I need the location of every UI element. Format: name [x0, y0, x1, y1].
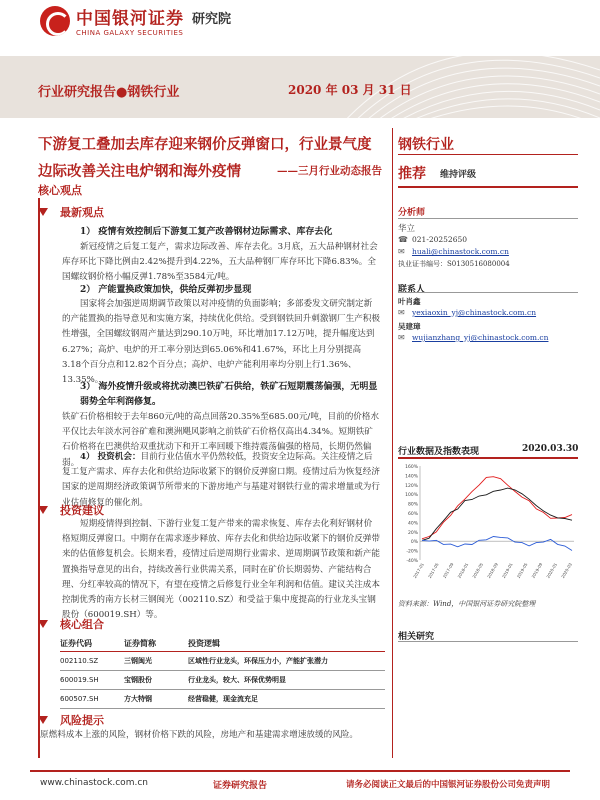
col-logic: 投资逻辑: [188, 636, 385, 652]
rating-recommend: 推荐: [398, 166, 426, 182]
index-performance-chart: [398, 460, 578, 592]
y-tick-label: 160%: [405, 465, 418, 470]
section-marker-icon: [38, 506, 48, 515]
section-marker-icon: [38, 716, 48, 725]
portfolio-heading: 核心组合: [38, 616, 104, 632]
y-tick-label: 80%: [407, 502, 418, 508]
risk-heading: 风险提示: [38, 712, 104, 728]
sidebar-rule: [398, 218, 578, 219]
header-banner: [0, 56, 600, 118]
cell-logic: 经营稳健，现金流充足: [188, 690, 385, 709]
x-tick-label: 2019-05: [515, 562, 529, 579]
table-row: [60, 671, 385, 690]
x-tick-label: 2018-05: [471, 562, 485, 579]
email-icon: ✉: [398, 333, 405, 342]
brand-logo: [40, 4, 231, 37]
sidebar-rule: [398, 292, 578, 293]
x-tick-label: 2017-01: [412, 562, 425, 579]
sidebar-rule: [398, 641, 578, 642]
footer-website[interactable]: www.chinastock.com.cn: [40, 778, 148, 788]
rating-maintain: 维持评级: [440, 170, 477, 180]
col-code: 证券代码: [60, 636, 124, 652]
investment-body: 短期疫情得到控制、下游行业复工复产带来的需求恢复、库存去化利好钢材价格短期反弹窗口。中期存在需求逐步释放、库存去化和供给边际收紧下的钢价反弹带来的估值修复机会。长期来看，疫情过后逆周期行业需求、逆周期调节政策和新产能置换指导意见的出台，持续改善行业供需关系，同时在矿价长期弱势、产能结构合理、分红率较高的情况下，有望在疫情之后修复行业全年利润和估值。建议关注成本控制优秀的南方长材三钢闽光（002110.SZ）和受益于集中度提高的行业龙头宝钢股份（600019.SH）等。: [62, 519, 380, 621]
cell-code: 600019.SH: [60, 671, 124, 690]
logo-en: CHINA GALAXY SECURITIES: [76, 29, 184, 37]
sidebar-rule: [398, 186, 578, 188]
y-tick-label: -20%: [406, 549, 418, 555]
report-subtitle: ——三月行业动态报告: [277, 165, 382, 177]
point-1-heading: 1） 疫情有效控制后下游复工复产改善钢材边际需求、库存去化: [80, 227, 333, 237]
cell-code: 002110.SZ: [60, 652, 124, 671]
analyst-heading: 分析师: [398, 208, 426, 218]
core-view-heading: 核心观点: [38, 184, 82, 197]
series-line-1: [422, 477, 572, 539]
latest-view-heading: 最新观点: [38, 204, 104, 220]
chart-date: 2020.03.30: [522, 444, 579, 454]
series-line-3: [422, 537, 572, 551]
y-tick-label: 40%: [407, 521, 418, 527]
point-4: 4） 投资机会：目前行业估值水平仍然较低，投资安全边际高。关注疫情之后复工复产需求、库存去化和供给边际收紧下的钢价反弹窗口期。疫情过后为恢复经济国家的逆周期经济政策调节所带来的下游房地产与基建对钢铁行业的需求增量或为行业估值修复的催化剂。: [62, 452, 380, 508]
point-2-heading: 2） 产能置换政策加快，供给反弹初步显现: [80, 285, 252, 295]
y-tick-label: 140%: [405, 474, 418, 480]
investment-heading: 投资建议: [38, 502, 104, 518]
y-tick-label: 100%: [405, 493, 418, 499]
column-divider: [392, 128, 393, 758]
logo-cn: 中国银河证券: [76, 9, 184, 29]
contact2-name: 吴建璋: [398, 322, 421, 331]
institute-name: 研究院: [192, 12, 232, 27]
x-tick-label: 2019-01: [500, 562, 514, 579]
phone-icon: ☎: [398, 235, 408, 244]
point-1-body: 新冠疫情之后复工复产，需求边际改善、库存去化。3月底，五大品种钢材社会库存环比下降比例由2.42%提升到4.22%，五大品种钢厂库存环比下降6.83%。全国螺纹钢价格小幅反弹1.78%至3584元/吨。: [62, 242, 378, 283]
contact1-email: ✉ yexiaoxin_yj@chinastock.com.cn: [398, 308, 537, 317]
left-divider: [38, 198, 40, 758]
y-tick-label: 0%: [410, 540, 418, 546]
report-title-line1: 下游复工叠加去库存迎来钢价反弹窗口，行业景气度: [38, 136, 372, 153]
contacts-heading: 联系人: [398, 285, 426, 295]
analyst-cert: 执业证书编号：S0130516080004: [398, 260, 510, 268]
x-tick-label: 2020-01: [545, 562, 559, 579]
cell-name: 宝钢股份: [124, 671, 188, 690]
risk-body: 原燃料成本上涨的风险，钢材价格下跌的风险，房地产和基建需求增速放缓的风险。: [40, 730, 358, 740]
series-line-2: [422, 488, 572, 540]
x-tick-label: 2020-03: [560, 562, 573, 579]
analyst-phone: ☎ 021-20252650: [398, 235, 468, 244]
section-marker-icon: [38, 620, 48, 629]
report-date: 2020 年 03 月 31 日: [288, 83, 412, 97]
y-tick-label: 20%: [407, 530, 418, 536]
col-name: 证券简称: [124, 636, 188, 652]
report-title-line2: 边际改善关注电炉钢和海外疫情: [38, 163, 241, 180]
sidebar-rule: [398, 457, 578, 459]
footer-rule: [30, 770, 570, 772]
x-tick-label: 2019-09: [530, 562, 544, 579]
y-tick-label: 120%: [405, 483, 418, 489]
table-header-row: [60, 636, 385, 652]
email-icon: ✉: [398, 308, 405, 317]
point-3-body: 铁矿石价格相较于去年860元/吨的高点回落20.35%至685.00元/吨，目前的价格水平仅比去年淡水河谷矿难和澳洲飓风影响之前铁矿石价格仅高出4.34%。短期铁矿石价格将在巴澳供给双重扰动下和开工率回暖下维持震荡偏强的格局，长期仍然偏弱。: [62, 412, 380, 468]
y-tick-label: -40%: [406, 559, 418, 564]
sidebar-rule: [398, 154, 578, 155]
x-tick-label: 2018-01: [456, 562, 470, 579]
related-heading: 相关研究: [398, 632, 435, 642]
point-3-heading: 3） 海外疫情升级或将扰动澳巴铁矿石供给，铁矿石短期震荡偏强，无明显弱势全年利润修复。: [80, 382, 378, 407]
cell-name: 三钢闽光: [124, 652, 188, 671]
cell-logic: 区域性行业龙头，环保压力小，产能扩张潜力: [188, 652, 385, 671]
cell-code: 600507.SH: [60, 690, 124, 709]
contact1-name: 叶肖鑫: [398, 297, 421, 306]
x-tick-label: 2018-09: [486, 562, 499, 579]
y-tick-label: 60%: [407, 512, 418, 517]
analyst-email: ✉ huali@chinastock.com.cn: [398, 247, 509, 256]
x-tick-label: 2017-05: [426, 562, 440, 579]
email-icon: ✉: [398, 247, 405, 256]
section-marker-icon: [38, 208, 48, 217]
point-2-body: 国家将会加强逆周期调节政策以对冲疫情的负面影响；多部委发文研究制定新的产能置换的指导意见和实施方案，持续优化供给。受到钢铁回升刺激钢厂生产积极性增强，全国螺纹钢周产量达到290.10万吨，环比增加17.12万吨，提升幅度达到6.27%；高炉、电炉的开工率分别达到65.06%和41.67%，环比上月分别提高3.18个百分点和12.82个百分点；高炉、电炉产能利用率均分别上行1.36%、13.35%。: [62, 299, 380, 386]
portfolio-table: [60, 636, 385, 709]
footer-disclaimer: 请务必阅读正文最后的中国银河证券股份公司免责声明: [346, 780, 551, 790]
footer-label: 证券研究报告: [213, 781, 268, 791]
chart-title: 行业数据及指数表现: [398, 447, 480, 457]
table-row: [60, 652, 385, 671]
contact2-email: ✉ wujianzhang_yj@chinastock.com.cn: [398, 333, 549, 342]
analyst-name: 华立: [398, 224, 416, 234]
industry-name: 钢铁行业: [398, 137, 454, 153]
chart-source: 资料来源：Wind，中国银河证券研究院整理: [398, 600, 536, 608]
table-row: [60, 690, 385, 709]
report-type: 行业研究报告●钢铁行业: [38, 85, 180, 100]
galaxy-logo-icon: [40, 6, 70, 36]
cell-logic: 行业龙头，较大、环保优势明显: [188, 671, 385, 690]
x-tick-label: 2017-09: [441, 562, 455, 579]
cell-name: 方大特钢: [124, 690, 188, 709]
